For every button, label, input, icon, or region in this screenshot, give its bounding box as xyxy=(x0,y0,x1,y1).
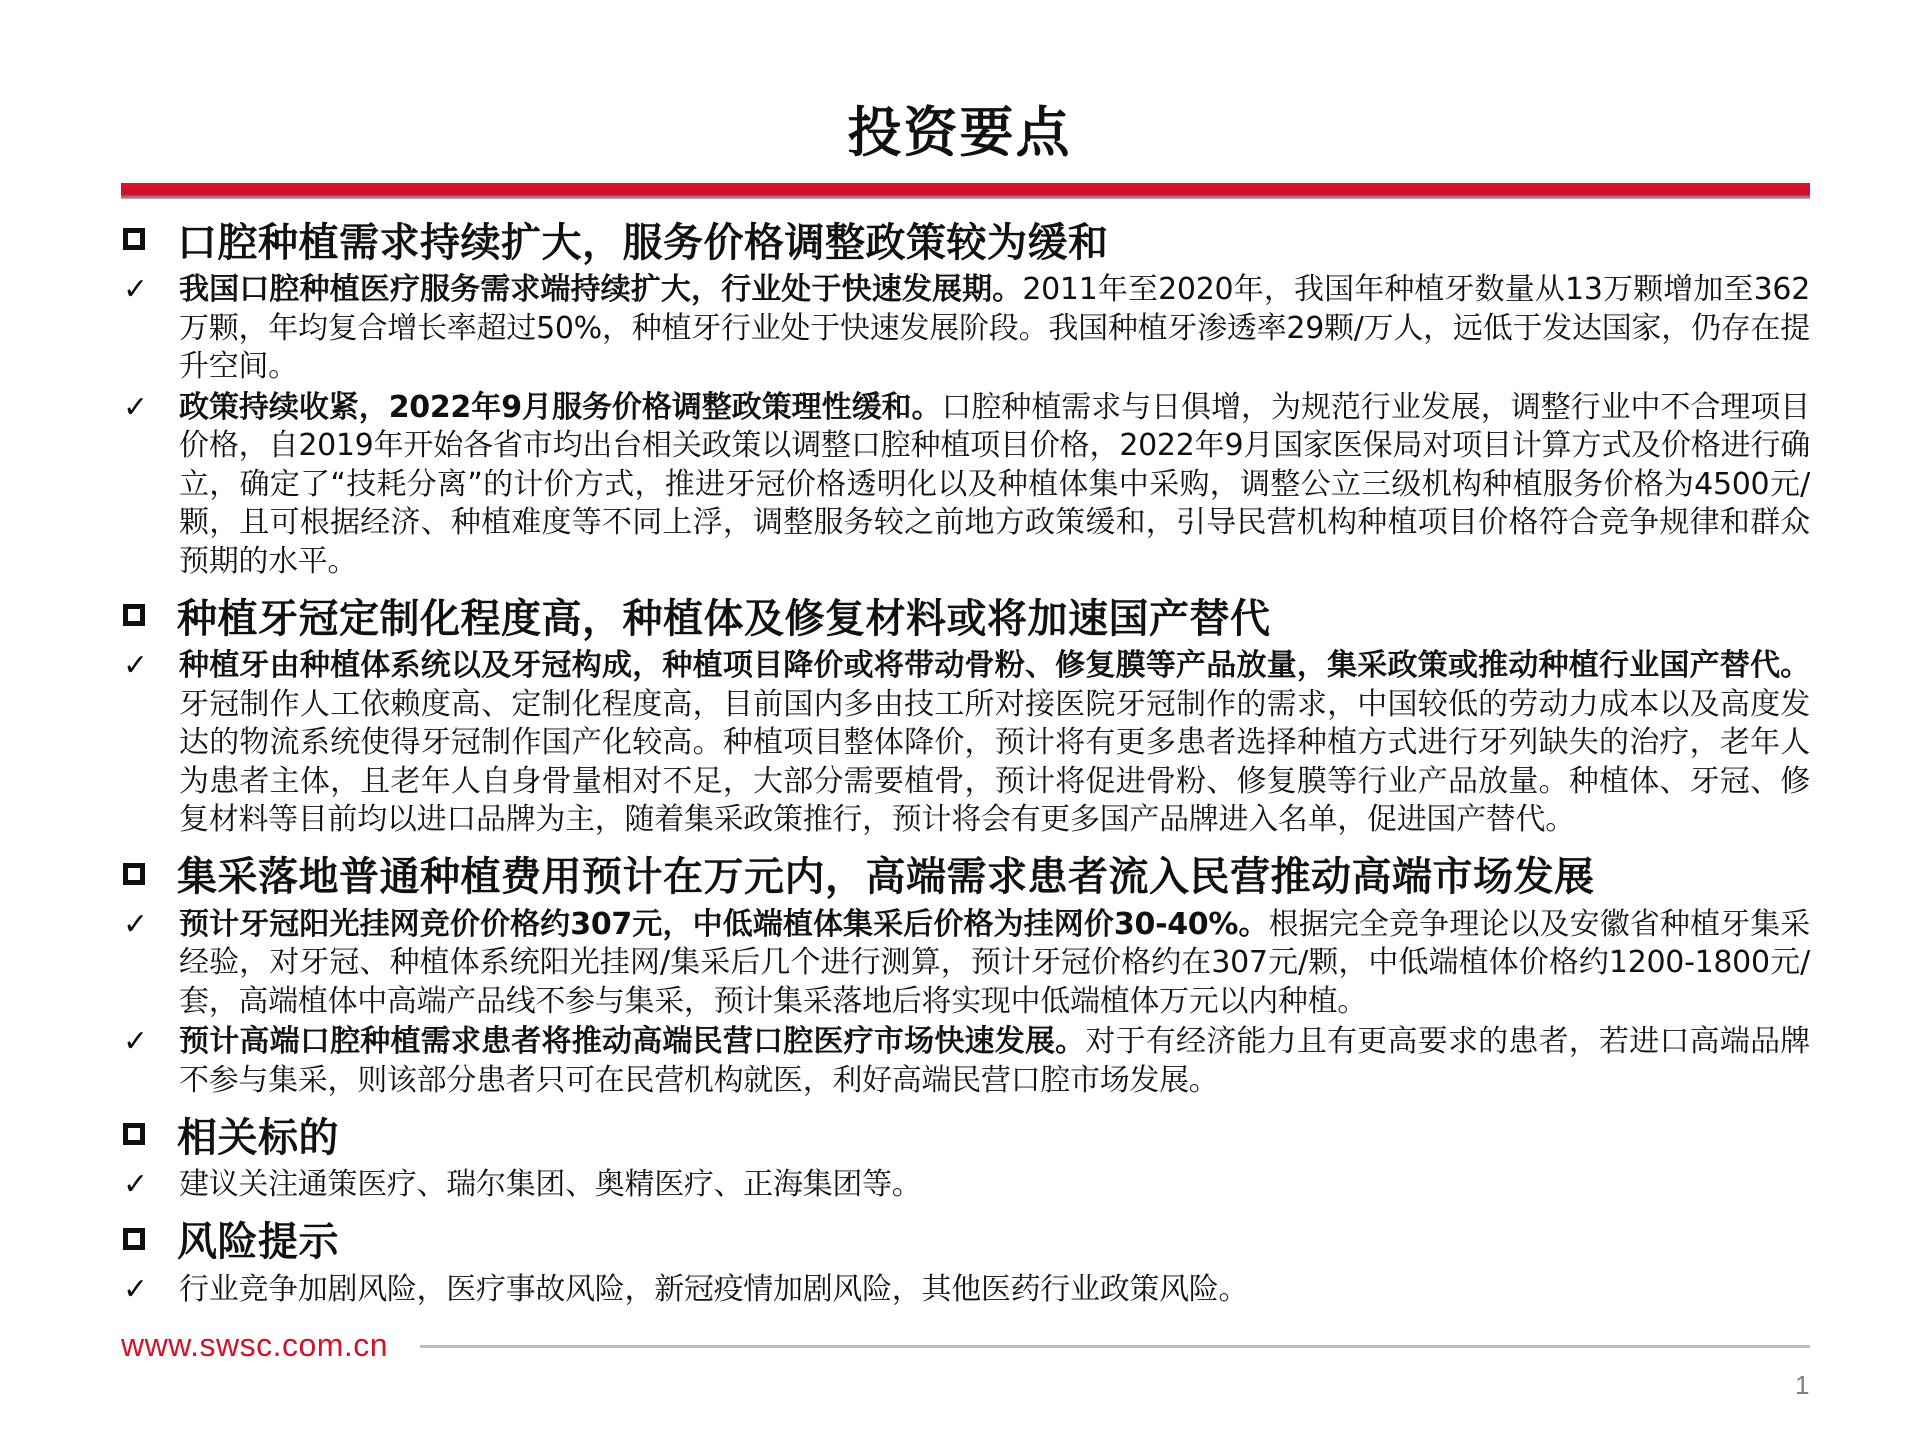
bullet-body: 口腔种植需求与日俱增，为规范行业发展，调整行业中不合理项目价格，自2019年开始各省市均出台相关政策以调整口腔种植项目价格，2022年9月国家医保局对项目计算方式及价格进行确立，确定了“技耗分离”的计价方式，推进牙冠价格透明化以及种植体集中采购，调整公立三级机构种植服务价格为4500元/颗，且可根据经济、种植难度等不同上浮，调整服务较之前地方政策缓和，引导民营机构种植项目价格符合竞争规律和群众预期的水平。 xyxy=(179,389,1810,579)
section-title: 风险提示 xyxy=(177,1219,339,1265)
section-heading xyxy=(121,1102,1810,1166)
bullet-text xyxy=(179,647,1810,840)
bullet-item xyxy=(121,271,1810,387)
bullet-body: 牙冠制作人工依赖度高、定制化程度高，目前国内多由技工所对接医院牙冠制作的需求，中国较低的劳动力成本以及高度发达的物流系统使得牙冠制作国产化较高。种植项目整体降价，预计将有更多患者选择种植方式进行牙列缺失的治疗，老年人为患者主体，且老年人自身骨量相对不足，大部分需要植骨，预计将促进骨粉、修复膜等行业产品放量。种植体、牙冠、修复材料等目前均以进口品牌为主，随着集采政策推行，预计将会有更多国产品牌进入名单，促进国产替代。 xyxy=(179,686,1810,837)
bullet-item xyxy=(121,647,1810,840)
bullet-item xyxy=(121,1023,1810,1100)
bullet-text xyxy=(179,1023,1810,1100)
check-mark-icon: ✓ xyxy=(123,389,149,425)
page-number: 1 xyxy=(1795,1370,1810,1400)
bullet-bold-lead: 政策持续收紧，2022年9月服务价格调整政策理性缓和。 xyxy=(179,389,942,425)
section-title: 相关标的 xyxy=(177,1114,339,1161)
footer-website-url: www.swsc.com.cn xyxy=(121,1327,389,1363)
section-heading xyxy=(121,1207,1810,1271)
section-crown-customization xyxy=(121,583,1810,840)
bullet-body: 2011年至2020年，我国年种植牙数量从13万颗增加至362万颗，年均复合增长率超过50%，种植牙行业处于快速发展阶段。我国种植牙渗透率29颗/万人，远低于发达国家，仍存在提升空间。 xyxy=(179,272,1810,384)
bullet-text xyxy=(179,1166,1810,1205)
bullet-item xyxy=(121,1271,1810,1310)
title-divider-bar xyxy=(121,183,1810,199)
bullet-bold-lead: 预计高端口腔种植需求患者将推动高端民营口腔医疗市场快速发展。 xyxy=(179,1024,1086,1059)
section-title: 集采落地普通种植费用预计在万元内，高端需求患者流入民营推动高端市场发展 xyxy=(177,854,1595,900)
square-bullet-icon xyxy=(123,604,145,626)
bullet-text xyxy=(179,389,1810,582)
bullet-item xyxy=(121,1166,1810,1205)
bullet-text xyxy=(179,1271,1810,1310)
bullet-item xyxy=(121,389,1810,582)
check-mark-icon: ✓ xyxy=(123,1271,149,1307)
investment-highlights-content xyxy=(121,205,1810,1311)
square-bullet-icon xyxy=(123,1228,145,1250)
check-mark-icon: ✓ xyxy=(123,648,149,683)
section-heading xyxy=(121,842,1810,906)
bullet-text xyxy=(179,271,1810,387)
check-mark-icon: ✓ xyxy=(123,272,149,307)
square-bullet-icon xyxy=(123,863,145,885)
section-dental-implant-demand xyxy=(121,207,1810,581)
square-bullet-icon xyxy=(123,1123,145,1145)
bullet-bold-lead: 预计牙冠阳光挂网竞价价格约307元，中低端植体集采后价格为挂网价30-40%。 xyxy=(179,906,1269,942)
bullet-item xyxy=(121,906,1810,1022)
section-centralized-procurement xyxy=(121,842,1810,1101)
section-heading xyxy=(121,207,1810,271)
bullet-body: 对于有经济能力且有更高要求的患者，若进口高端品牌不参与集采，则该部分患者只可在民营机构就医，利好高端民营口腔市场发展。 xyxy=(179,1024,1810,1098)
footer-divider xyxy=(420,1345,1810,1348)
bullet-body: 建议关注通策医疗、瑞尔集团、奥精医疗、正海集团等。 xyxy=(179,1167,922,1202)
section-related-stocks xyxy=(121,1102,1810,1205)
bullet-text xyxy=(179,906,1810,1022)
bullet-body: 根据完全竞争理论以及安徽省种植牙集采经验，对牙冠、种植体系统阳光挂网/集采后几个进行测算，预计牙冠价格约在307元/颗，中低端植体价格约1200-1800元/套，高端植体中高端产品线不参与集采，预计集采落地后将实现中低端植体万元以内种植。 xyxy=(179,906,1810,1019)
section-heading xyxy=(121,583,1810,647)
section-risk-warning xyxy=(121,1207,1810,1310)
bullet-bold-lead: 种植牙由种植体系统以及牙冠构成，种植项目降价或将带动骨粉、修复膜等产品放量，集采政策或推动种植行业国产替代。 xyxy=(179,648,1810,683)
square-bullet-icon xyxy=(123,228,145,250)
bullet-bold-lead: 我国口腔种植医疗服务需求端持续扩大，行业处于快速发展期。 xyxy=(179,272,1023,307)
section-title: 种植牙冠定制化程度高，种植体及修复材料或将加速国产替代 xyxy=(177,595,1271,642)
check-mark-icon: ✓ xyxy=(123,1024,149,1059)
bullet-body: 行业竞争加剧风险，医疗事故风险，新冠疫情加剧风险，其他医药行业政策风险。 xyxy=(179,1271,1249,1307)
check-mark-icon: ✓ xyxy=(123,906,149,942)
section-title: 口腔种植需求持续扩大，服务价格调整政策较为缓和 xyxy=(177,219,1109,266)
check-mark-icon: ✓ xyxy=(123,1167,149,1202)
page-title: 投资要点 xyxy=(847,101,1072,164)
